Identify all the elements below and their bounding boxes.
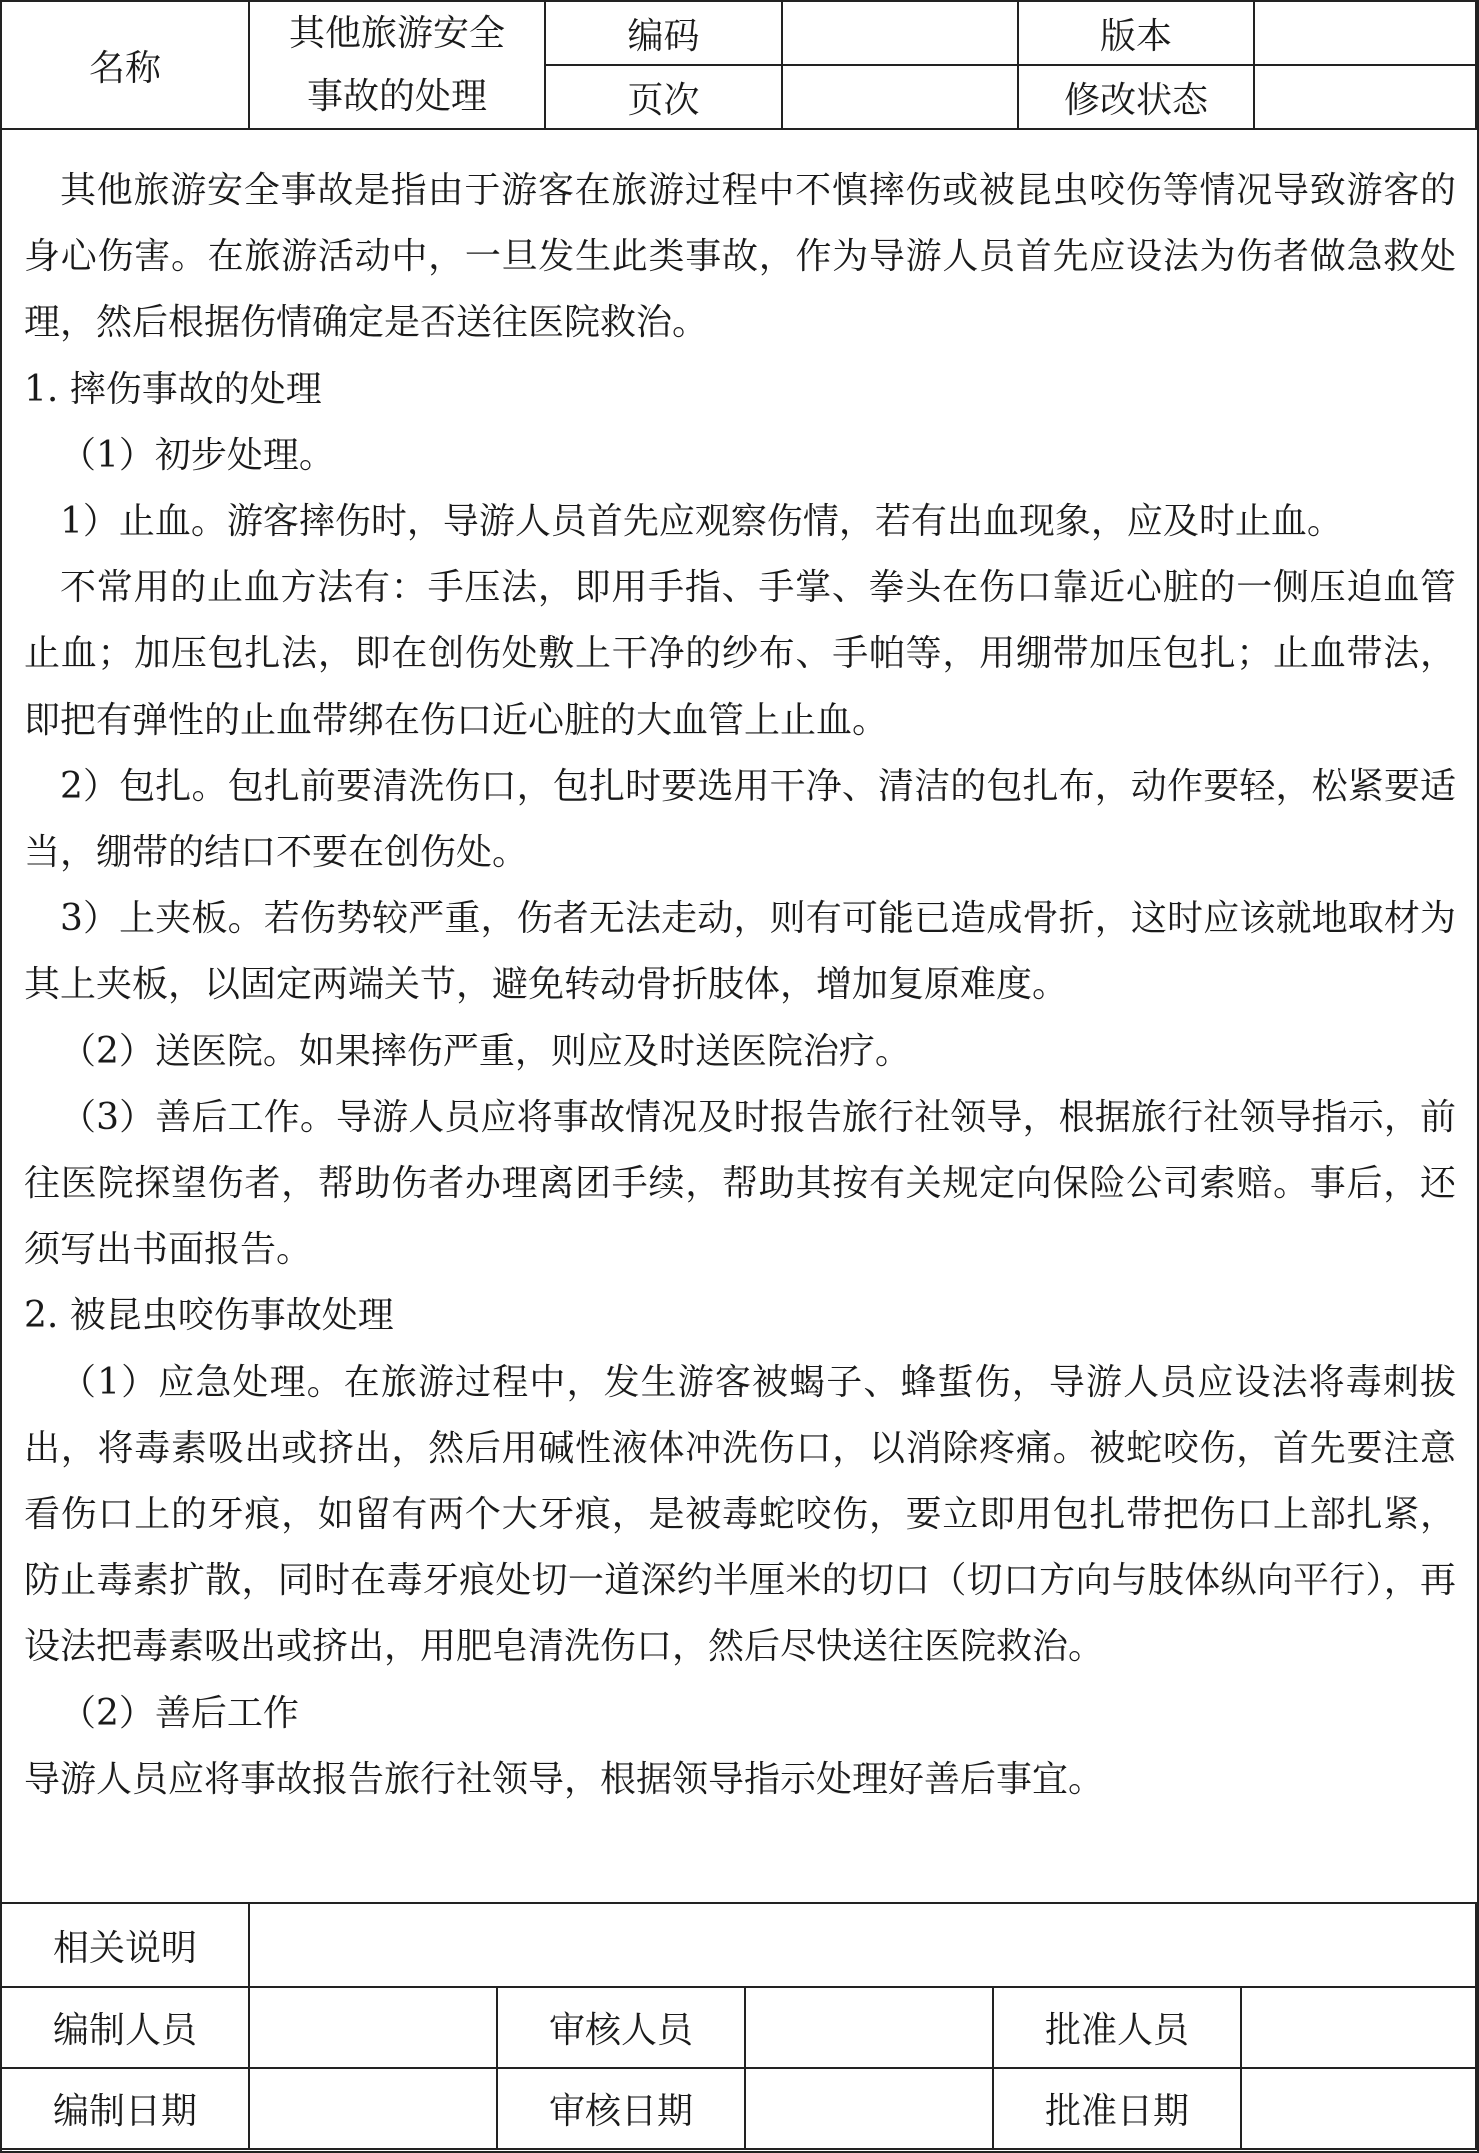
subsection-aftercare-fall: （3）善后工作。导游人员应将事故情况及时报告旅行社领导，根据旅行社领导指示，前往医院探望伤者，帮助伤者办理离团手续，帮助其按有关规定向保险公司索赔。事后，还须写出书面报告。: [24, 1096, 1456, 1271]
review-date-value: [745, 2068, 993, 2149]
approve-date-label: 批准日期: [993, 2068, 1241, 2149]
version-label: 版本: [1018, 1, 1254, 65]
document-title-line2: 事故的处理: [306, 76, 487, 117]
intro-paragraph: 其他旅游安全事故是指由于游客在旅游过程中不慎摔伤或被昆虫咬伤等情况导致游客的身心伤害。在旅游活动中，一旦发生此类事故，作为导游人员首先应设法为伤者做急救处理，然后根据伤情确定是否送往医院救治。: [24, 170, 1456, 344]
notes-value: [249, 1903, 1476, 1987]
header-table: [0, 0, 1477, 130]
section-heading-insect-bite: 2. 被昆虫咬伤事故处理: [24, 1295, 394, 1337]
editor-label: 编制人员: [1, 1987, 249, 2068]
document-title-line1: 其他旅游安全: [288, 13, 505, 54]
editor-value: [249, 1987, 497, 2068]
step-stop-bleeding: 1）止血。游客摔伤时，导游人员首先应观察伤情，若有出血现象，应及时止血。: [60, 501, 1343, 543]
subsection-send-hospital: （2）送医院。如果摔伤严重，则应及时送医院治疗。: [60, 1030, 911, 1072]
bleeding-methods-paragraph: 不常用的止血方法有：手压法，即用手指、手掌、拳头在伤口靠近心脏的一侧压迫血管止血；加压包扎法，即在创伤处敷上干净的纱布、手帕等，用绷带加压包扎；止血带法，即把有弹性的止血带绑在伤口近心脏的大血管上止血。: [24, 567, 1456, 741]
code-label: 编码: [545, 1, 782, 65]
review-date-label: 审核日期: [497, 2068, 745, 2149]
revision-label: 修改状态: [1018, 65, 1254, 129]
subsection-emergency-treatment: （1）应急处理。在旅游过程中，发生游客被蝎子、蜂蜇伤，导游人员应设法将毒刺拔出，将毒素吸出或挤出，然后用碱性液体冲洗伤口，以消除疼痛。被蛇咬伤，首先要注意看伤口上的牙痕，如留有两个大牙痕，是被毒蛇咬伤，要立即用包扎带把伤口上部扎紧，防止毒素扩散，同时在毒牙痕处切一道深约半厘米的切口（切口方向与肢体纵向平行），再设法把毒素吸出或挤出，用肥皂清洗伤口，然后尽快送往医院救治。: [24, 1361, 1456, 1668]
step-bandaging: 2）包扎。包扎前要清洗伤口，包扎时要选用干净、清洁的包扎布，动作要轻，松紧要适当，绷带的结口不要在创伤处。: [24, 765, 1456, 874]
revision-value: [1254, 65, 1476, 129]
reviewer-label: 审核人员: [497, 1987, 745, 2068]
version-value: [1254, 1, 1476, 65]
approve-date-value: [1241, 2068, 1476, 2149]
footer-table: [0, 1902, 1477, 2150]
approver-value: [1241, 1987, 1476, 2068]
step-splint: 3）上夹板。若伤势较严重，伤者无法走动，则有可能已造成骨折，这时应该就地取材为其上夹板，以固定两端关节，避免转动骨折肢体，增加复原难度。: [24, 898, 1456, 1006]
section-heading-fall-injury: 1. 摔伤事故的处理: [24, 368, 322, 410]
reviewer-value: [745, 1987, 993, 2068]
subsection-initial-treatment: （1）初步处理。: [60, 434, 335, 476]
code-value: [782, 1, 1018, 65]
notes-label: 相关说明: [1, 1903, 249, 1987]
aftercare-insect-paragraph: 导游人员应将事故报告旅行社领导，根据领导指示处理好善后事宜。: [24, 1758, 1105, 1800]
subsection-aftercare-insect: （2）善后工作: [60, 1692, 299, 1734]
page-label: 页次: [545, 65, 782, 129]
edit-date-value: [249, 2068, 497, 2149]
edit-date-label: 编制日期: [1, 2068, 249, 2149]
name-label: 名称: [1, 1, 249, 129]
approver-label: 批准人员: [993, 1987, 1241, 2068]
document-title: [249, 1, 545, 129]
document-body: [24, 158, 1456, 1813]
page-value: [782, 65, 1018, 129]
